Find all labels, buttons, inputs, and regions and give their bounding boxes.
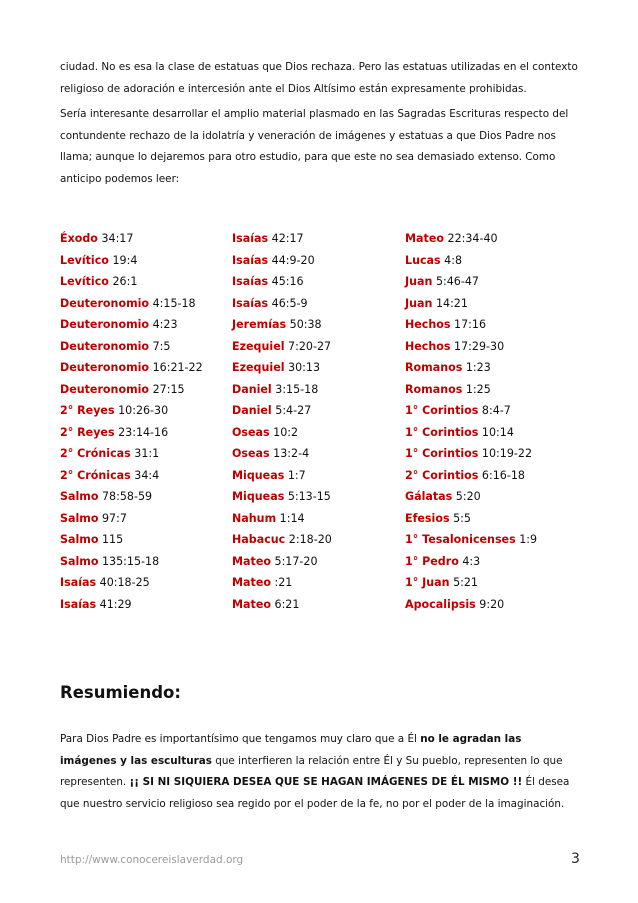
reference-book: Isaías [232, 253, 269, 267]
reference-verse: 23:14-16 [114, 425, 169, 439]
reference-verse: 5:20 [452, 490, 481, 503]
reference-item [60, 379, 203, 401]
reference-item [405, 271, 537, 293]
reference-verse: 5:13-15 [284, 490, 331, 503]
reference-verse: 97:7 [98, 511, 127, 525]
reference-book: Mateo [232, 576, 271, 589]
reference-item [60, 465, 203, 487]
body-paragraph-1: ciudad. No es esa la clase de estatuas que Dios rechaza. Pero las estatuas utilizadas en el contexto religioso de adoración e intercesión ante el Dios Altísimo están expresamente prohibidas. [60, 61, 578, 95]
reference-verse: 4:8 [440, 253, 463, 267]
reference-verse: 1:7 [284, 468, 306, 482]
reference-verse: 5:21 [449, 576, 478, 589]
reference-item [405, 400, 537, 422]
reference-item [232, 422, 332, 444]
reference-item [405, 336, 537, 358]
reference-book: Romanos [405, 382, 463, 396]
reference-item [232, 529, 332, 551]
reference-book: Miqueas [232, 490, 285, 503]
reference-verse: 13:2-4 [269, 447, 310, 460]
body-paragraph-2: Sería interesante desarrollar el amplio material plasmado en las Sagradas Escrituras respecto del contundente rechazo de la idolatría y veneración de imágenes y estatuas a que Dios Padre nos llama; aunque lo dejaremos para otro estudio, para que este no sea demasiado extenso. Como anticipo podemos leer: [60, 108, 569, 185]
reference-verse: 7:5 [149, 339, 171, 353]
reference-item [232, 400, 332, 422]
reference-book: Jeremías [232, 318, 287, 331]
reference-verse: 17:29-30 [450, 339, 505, 353]
reference-verse: 2:18-20 [285, 533, 332, 546]
reference-verse: 26:1 [108, 275, 138, 288]
reference-verse: 40:18-25 [96, 576, 150, 589]
reference-item [60, 336, 203, 358]
reference-verse: 4:23 [149, 318, 178, 331]
reference-item [232, 336, 332, 358]
reference-verse: 78:58-59 [98, 490, 153, 503]
reference-book: 1° Juan [405, 576, 450, 589]
reference-book: Daniel [232, 382, 272, 396]
reference-item [405, 314, 537, 336]
reference-book: Romanos [405, 361, 463, 374]
reference-item [60, 314, 203, 336]
footer-url: http://www.conocereislaverdad.org [60, 854, 244, 866]
reference-item [60, 486, 203, 508]
reference-verse: 10:19-22 [478, 447, 533, 460]
reference-item [60, 443, 203, 465]
reference-book: 1° Corintios [405, 425, 479, 439]
reference-book: 1° Pedro [405, 554, 459, 568]
reference-book: Mateo [232, 597, 271, 611]
reference-verse: 34:4 [130, 468, 160, 482]
reference-item [232, 443, 332, 465]
reference-book: Éxodo [60, 232, 98, 245]
reference-verse: 16:21-22 [149, 361, 203, 374]
reference-book: 2° Reyes [60, 404, 115, 417]
reference-item [60, 551, 203, 573]
reference-book: Mateo [405, 232, 444, 245]
reference-item [232, 271, 332, 293]
reference-item [405, 572, 537, 594]
reference-book: Mateo [232, 554, 271, 568]
reference-verse: 4:3 [458, 554, 481, 568]
reference-verse: 30:13 [284, 361, 321, 374]
reference-item [232, 379, 332, 401]
reference-book: Levítico [60, 275, 109, 288]
reference-verse: 1:23 [462, 361, 491, 374]
reference-verse: 27:15 [149, 382, 185, 396]
reference-verse: 4:15-18 [149, 296, 196, 310]
reference-item [405, 357, 537, 379]
summary-text: que interfieren la relación entre Él y Su pueblo, representen lo que representen. [60, 754, 563, 788]
reference-book: Isaías [232, 232, 269, 245]
reference-book: Juan [405, 296, 433, 310]
summary-text: Para Dios Padre es importantísimo que tengamos muy claro que a Él [60, 733, 421, 745]
reference-verse: 5:5 [449, 511, 471, 525]
reference-item [60, 293, 203, 315]
reference-book: Isaías [60, 597, 97, 611]
reference-item [405, 422, 537, 444]
reference-book: Salmo [60, 533, 99, 546]
reference-item [60, 400, 203, 422]
reference-verse: 135:15-18 [98, 554, 160, 568]
reference-item [232, 465, 332, 487]
reference-verse: :21 [270, 576, 293, 589]
reference-verse: 5:17-20 [270, 554, 318, 568]
reference-book: Ezequiel [232, 339, 285, 353]
reference-book: 2° Crónicas [60, 468, 131, 482]
reference-book: Deuteronomio [60, 361, 150, 374]
reference-verse: 14:21 [432, 296, 468, 310]
reference-book: 2° Corintios [405, 468, 479, 482]
reference-book: Miqueas [232, 468, 285, 482]
reference-item [405, 228, 537, 250]
reference-item [405, 250, 537, 272]
reference-verse: 1:14 [276, 511, 305, 525]
reference-book: Salmo [60, 511, 99, 525]
reference-verse: 45:16 [268, 275, 304, 288]
reference-book: Salmo [60, 490, 99, 503]
reference-verse: 44:9-20 [268, 253, 315, 267]
reference-item [232, 594, 332, 616]
reference-book: Levítico [60, 253, 109, 267]
reference-item [60, 357, 203, 379]
reference-column-2 [232, 228, 332, 615]
reference-item [405, 508, 537, 530]
reference-item [60, 572, 203, 594]
reference-book: Oseas [232, 425, 270, 439]
reference-book: Habacuc [232, 533, 286, 546]
reference-book: Hechos [405, 339, 451, 353]
summary-text: Él desea que nuestro servicio religioso sea regido por el poder de la fe, no por el poder de la imaginación. [60, 776, 570, 810]
reference-verse: 22:34-40 [443, 232, 498, 245]
reference-book: Nahum [232, 511, 277, 525]
reference-verse: 19:4 [108, 253, 138, 267]
reference-verse: 3:15-18 [271, 382, 319, 396]
reference-book: 2° Crónicas [60, 447, 131, 460]
reference-book: Daniel [232, 404, 272, 417]
reference-item [405, 594, 537, 616]
reference-verse: 9:20 [475, 597, 505, 611]
reference-book: 1° Corintios [405, 447, 479, 460]
reference-verse: 31:1 [130, 447, 160, 460]
reference-item [405, 379, 537, 401]
reference-item [405, 465, 537, 487]
reference-item [60, 250, 203, 272]
summary-emphasis: ¡¡ SI NI SIQUIERA DESEA QUE SE HAGAN IMÁGENES DE ÉL MISMO !! [129, 776, 523, 788]
reference-item [232, 551, 332, 573]
reference-item [60, 529, 203, 551]
reference-verse: 6:21 [270, 597, 300, 611]
reference-verse: 34:17 [97, 232, 134, 245]
reference-verse: 41:29 [96, 597, 132, 611]
reference-verse: 5:46-47 [432, 275, 479, 288]
reference-item [60, 508, 203, 530]
reference-verse: 115 [98, 533, 124, 546]
reference-book: Gálatas [405, 490, 453, 503]
reference-column-3 [405, 228, 537, 615]
reference-item [405, 551, 537, 573]
reference-verse: 46:5-9 [268, 296, 308, 310]
reference-book: Deuteronomio [60, 382, 150, 396]
reference-book: 1° Corintios [405, 404, 479, 417]
reference-item [405, 486, 537, 508]
reference-verse: 1:9 [515, 533, 538, 546]
reference-book: Juan [405, 275, 433, 288]
reference-book: Hechos [405, 318, 451, 331]
reference-item [405, 529, 537, 551]
reference-book: 2° Reyes [60, 425, 115, 439]
reference-book: Deuteronomio [60, 339, 150, 353]
reference-item [405, 443, 537, 465]
reference-verse: 10:2 [269, 425, 299, 439]
reference-item [405, 293, 537, 315]
reference-book: Ezequiel [232, 361, 285, 374]
reference-book: 1° Tesalonicenses [405, 533, 516, 546]
reference-verse: 7:20-27 [284, 339, 332, 353]
reference-item [232, 250, 332, 272]
reference-book: Isaías [232, 275, 269, 288]
reference-item [60, 422, 203, 444]
reference-book: Apocalipsis [405, 597, 476, 611]
reference-verse: 5:4-27 [271, 404, 312, 417]
reference-book: Salmo [60, 554, 99, 568]
reference-book: Lucas [405, 253, 441, 267]
reference-item [232, 314, 332, 336]
reference-verse: 8:4-7 [478, 404, 511, 417]
reference-item [232, 486, 332, 508]
reference-book: Isaías [60, 576, 97, 589]
reference-book: Deuteronomio [60, 318, 150, 331]
summary-emphasis: no le agradan las imágenes y las esculturas [60, 733, 522, 767]
reference-item [232, 293, 332, 315]
reference-item [60, 228, 203, 250]
reference-verse: 10:26-30 [114, 404, 169, 417]
reference-verse: 50:38 [286, 318, 322, 331]
reference-item [60, 594, 203, 616]
reference-verse: 42:17 [268, 232, 304, 245]
reference-item [232, 357, 332, 379]
reference-verse: 6:16-18 [478, 468, 525, 482]
reference-book: Isaías [232, 296, 269, 310]
reference-column-1 [60, 228, 203, 615]
reference-item [232, 228, 332, 250]
reference-book: Oseas [232, 447, 270, 460]
reference-book: Deuteronomio [60, 296, 150, 310]
reference-item [60, 271, 203, 293]
summary-heading: Resumiendo: [60, 683, 181, 702]
reference-item [232, 508, 332, 530]
page-number: 3 [571, 851, 580, 867]
reference-verse: 17:16 [450, 318, 487, 331]
reference-verse: 10:14 [478, 425, 514, 439]
reference-book: Efesios [405, 511, 450, 525]
reference-verse: 1:25 [462, 382, 491, 396]
summary-paragraph [60, 729, 580, 815]
reference-item [232, 572, 332, 594]
